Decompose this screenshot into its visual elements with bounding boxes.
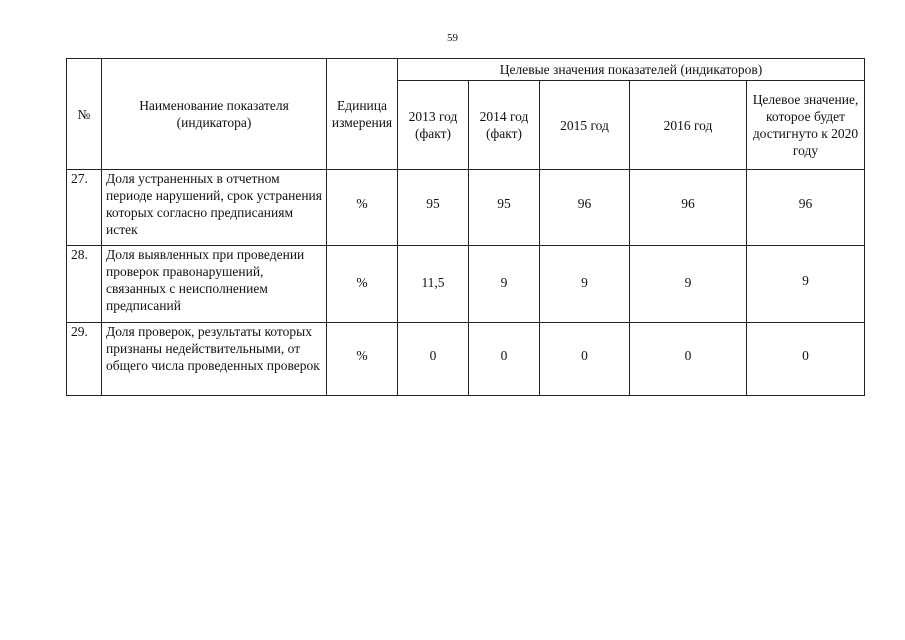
header-num: № bbox=[67, 59, 102, 170]
header-year-2013: 2013 год (факт) bbox=[398, 81, 469, 170]
value-2020 bbox=[747, 170, 865, 246]
page-number: 59 bbox=[447, 32, 458, 44]
header-row-top bbox=[67, 59, 865, 81]
value-2016 bbox=[630, 246, 747, 323]
value-2016 bbox=[630, 323, 747, 396]
value-text: 0 bbox=[500, 347, 508, 363]
value-text: 0 bbox=[581, 347, 588, 363]
value-text: 0 bbox=[429, 347, 437, 363]
value-2013 bbox=[398, 246, 469, 323]
table-row bbox=[67, 323, 865, 396]
value-2020 bbox=[747, 323, 865, 396]
header-name: Наименование показателя (индикатора) bbox=[102, 59, 327, 170]
unit bbox=[327, 170, 398, 246]
header-year-2016: 2016 год bbox=[630, 81, 747, 170]
value-text: 9 bbox=[581, 274, 588, 290]
value-text: 96 bbox=[798, 196, 813, 211]
value-2013 bbox=[398, 170, 469, 246]
header-year-2014: 2014 год (факт) bbox=[469, 81, 540, 170]
value-text: 96 bbox=[681, 196, 695, 211]
value-text: 9 bbox=[802, 272, 809, 288]
value-2014 bbox=[469, 246, 540, 323]
indicator-name: Доля выявленных при проведении проверок правонарушений, связанных с неисполнением предписаний bbox=[102, 246, 327, 323]
value-text: 95 bbox=[426, 196, 440, 211]
value-2015 bbox=[540, 323, 630, 396]
row-number: 29. bbox=[67, 323, 102, 396]
unit bbox=[327, 323, 398, 396]
table-row bbox=[67, 246, 865, 323]
row-number: 27. bbox=[67, 170, 102, 246]
value-text: 0 bbox=[802, 347, 809, 363]
value-2014 bbox=[469, 170, 540, 246]
value-2015 bbox=[540, 246, 630, 323]
value-2014 bbox=[469, 323, 540, 396]
value-text: 11,5 bbox=[421, 274, 445, 290]
header-year-2015: 2015 год bbox=[540, 81, 630, 170]
value-2015 bbox=[540, 170, 630, 246]
unit-value: % bbox=[356, 274, 368, 290]
header-target-values: Целевые значения показателей (индикаторов) bbox=[398, 59, 865, 81]
unit-value: % bbox=[356, 347, 368, 363]
value-text: 9 bbox=[684, 274, 692, 290]
unit-value: % bbox=[356, 196, 368, 211]
value-text: 96 bbox=[577, 196, 592, 211]
unit bbox=[327, 246, 398, 323]
row-number: 28. bbox=[67, 246, 102, 323]
indicators-table bbox=[66, 58, 865, 396]
indicator-name: Доля устраненных в отчетном периоде нарушений, срок устранения которых согласно предписаниям истек bbox=[102, 170, 327, 246]
value-text: 95 bbox=[497, 196, 511, 211]
value-2020 bbox=[747, 246, 865, 323]
value-text: 0 bbox=[684, 347, 692, 363]
indicator-name: Доля проверок, результаты которых признаны недействительными, от общего числа проведенных проверок bbox=[102, 323, 327, 396]
value-text: 9 bbox=[500, 274, 508, 290]
value-2013 bbox=[398, 323, 469, 396]
header-unit: Единица измерения bbox=[327, 59, 398, 170]
table-row bbox=[67, 170, 865, 246]
header-target-2020: Целевое значение, которое будет достигнуто к 2020 году bbox=[747, 81, 865, 170]
value-2016 bbox=[630, 170, 747, 246]
